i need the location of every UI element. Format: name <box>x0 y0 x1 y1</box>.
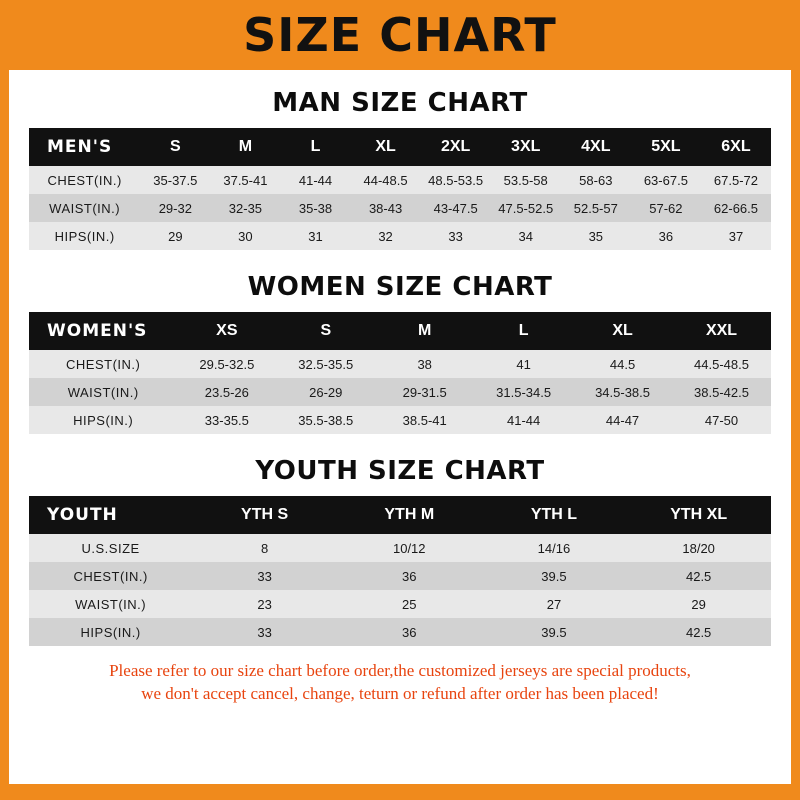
table-cell: 44-47 <box>573 406 672 434</box>
section-title-youth: YOUTH SIZE CHART <box>255 456 545 486</box>
column-header: M <box>375 312 474 350</box>
column-header: L <box>474 312 573 350</box>
column-header: 5XL <box>631 128 701 166</box>
table-cell: 10/12 <box>337 534 482 562</box>
table-youth-size <box>29 496 771 646</box>
table-row <box>29 534 771 562</box>
table-cell: 44-48.5 <box>351 166 421 194</box>
table-cell: 47.5-52.5 <box>491 194 561 222</box>
table-cell: 36 <box>337 618 482 646</box>
table-cell: 29 <box>140 222 210 250</box>
table-header-row <box>29 128 771 166</box>
column-header: 3XL <box>491 128 561 166</box>
column-header: YOUTH <box>29 496 192 534</box>
footer-note-line-1: Please refer to our size chart before order,the customized jerseys are special products, <box>109 661 691 680</box>
table-cell: 42.5 <box>626 618 771 646</box>
table-cell: 29 <box>626 590 771 618</box>
table-cell: 23.5-26 <box>177 378 276 406</box>
page-title: SIZE CHART <box>243 8 557 62</box>
table-cell: 18/20 <box>626 534 771 562</box>
table-cell: 44.5-48.5 <box>672 350 771 378</box>
footer-banner <box>9 784 791 800</box>
table-cell: 62-66.5 <box>701 194 771 222</box>
table-cell: 32 <box>351 222 421 250</box>
table-row <box>29 618 771 646</box>
table-row <box>29 222 771 250</box>
row-label: WAIST(IN.) <box>29 590 192 618</box>
row-label: CHEST(IN.) <box>29 350 177 378</box>
table-cell: 34.5-38.5 <box>573 378 672 406</box>
row-label: WAIST(IN.) <box>29 194 140 222</box>
column-header: 6XL <box>701 128 771 166</box>
column-header: 2XL <box>421 128 491 166</box>
table-cell: 25 <box>337 590 482 618</box>
column-header: L <box>280 128 350 166</box>
row-label: CHEST(IN.) <box>29 562 192 590</box>
table-cell: 39.5 <box>482 562 627 590</box>
table-row <box>29 378 771 406</box>
table-cell: 39.5 <box>482 618 627 646</box>
footer-note <box>29 660 771 706</box>
section-man-size-chart <box>29 88 771 250</box>
table-cell: 35-37.5 <box>140 166 210 194</box>
table-row <box>29 562 771 590</box>
table-cell: 32.5-35.5 <box>276 350 375 378</box>
table-header-row <box>29 312 771 350</box>
column-header: M <box>210 128 280 166</box>
table-cell: 37.5-41 <box>210 166 280 194</box>
column-header: S <box>276 312 375 350</box>
table-cell: 23 <box>192 590 337 618</box>
table-cell: 53.5-58 <box>491 166 561 194</box>
table-cell: 38.5-41 <box>375 406 474 434</box>
table-cell: 38 <box>375 350 474 378</box>
table-cell: 58-63 <box>561 166 631 194</box>
table-cell: 67.5-72 <box>701 166 771 194</box>
row-label: HIPS(IN.) <box>29 406 177 434</box>
table-cell: 43-47.5 <box>421 194 491 222</box>
column-header: WOMEN'S <box>29 312 177 350</box>
table-cell: 34 <box>491 222 561 250</box>
column-header: XL <box>573 312 672 350</box>
row-label: HIPS(IN.) <box>29 222 140 250</box>
table-cell: 31 <box>280 222 350 250</box>
table-row <box>29 406 771 434</box>
column-header: YTH XL <box>626 496 771 534</box>
table-cell: 47-50 <box>672 406 771 434</box>
table-cell: 57-62 <box>631 194 701 222</box>
table-cell: 26-29 <box>276 378 375 406</box>
table-cell: 38-43 <box>351 194 421 222</box>
column-header: XL <box>351 128 421 166</box>
table-cell: 41-44 <box>280 166 350 194</box>
section-youth-size-chart <box>29 456 771 646</box>
row-label: HIPS(IN.) <box>29 618 192 646</box>
table-cell: 37 <box>701 222 771 250</box>
column-header: XXL <box>672 312 771 350</box>
row-label: CHEST(IN.) <box>29 166 140 194</box>
table-cell: 44.5 <box>573 350 672 378</box>
column-header: S <box>140 128 210 166</box>
table-cell: 31.5-34.5 <box>474 378 573 406</box>
table-cell: 33-35.5 <box>177 406 276 434</box>
table-cell: 36 <box>337 562 482 590</box>
table-cell: 52.5-57 <box>561 194 631 222</box>
column-header: 4XL <box>561 128 631 166</box>
table-cell: 35.5-38.5 <box>276 406 375 434</box>
table-cell: 35 <box>561 222 631 250</box>
table-cell: 29-32 <box>140 194 210 222</box>
table-cell: 48.5-53.5 <box>421 166 491 194</box>
section-title-women: WOMEN SIZE CHART <box>247 272 553 302</box>
row-label: U.S.SIZE <box>29 534 192 562</box>
table-cell: 30 <box>210 222 280 250</box>
table-cell: 41 <box>474 350 573 378</box>
table-row <box>29 166 771 194</box>
table-row <box>29 194 771 222</box>
section-women-size-chart <box>29 272 771 434</box>
column-header: MEN'S <box>29 128 140 166</box>
section-title-man: MAN SIZE CHART <box>272 88 528 118</box>
table-cell: 35-38 <box>280 194 350 222</box>
table-cell: 42.5 <box>626 562 771 590</box>
table-cell: 33 <box>421 222 491 250</box>
footer-note-line-2: we don't accept cancel, change, teturn or refund after order has been placed! <box>141 683 659 703</box>
table-cell: 33 <box>192 562 337 590</box>
table-man-size <box>29 128 771 250</box>
table-cell: 32-35 <box>210 194 280 222</box>
table-row <box>29 350 771 378</box>
table-row <box>29 590 771 618</box>
column-header: YTH M <box>337 496 482 534</box>
table-women-size <box>29 312 771 434</box>
table-cell: 27 <box>482 590 627 618</box>
table-cell: 29-31.5 <box>375 378 474 406</box>
table-cell: 63-67.5 <box>631 166 701 194</box>
header-banner <box>0 0 800 70</box>
table-cell: 8 <box>192 534 337 562</box>
table-header-row <box>29 496 771 534</box>
table-cell: 38.5-42.5 <box>672 378 771 406</box>
table-cell: 29.5-32.5 <box>177 350 276 378</box>
column-header: YTH L <box>482 496 627 534</box>
table-cell: 14/16 <box>482 534 627 562</box>
column-header: XS <box>177 312 276 350</box>
table-cell: 33 <box>192 618 337 646</box>
chart-content <box>9 88 791 706</box>
table-cell: 36 <box>631 222 701 250</box>
column-header: YTH S <box>192 496 337 534</box>
table-cell: 41-44 <box>474 406 573 434</box>
row-label: WAIST(IN.) <box>29 378 177 406</box>
